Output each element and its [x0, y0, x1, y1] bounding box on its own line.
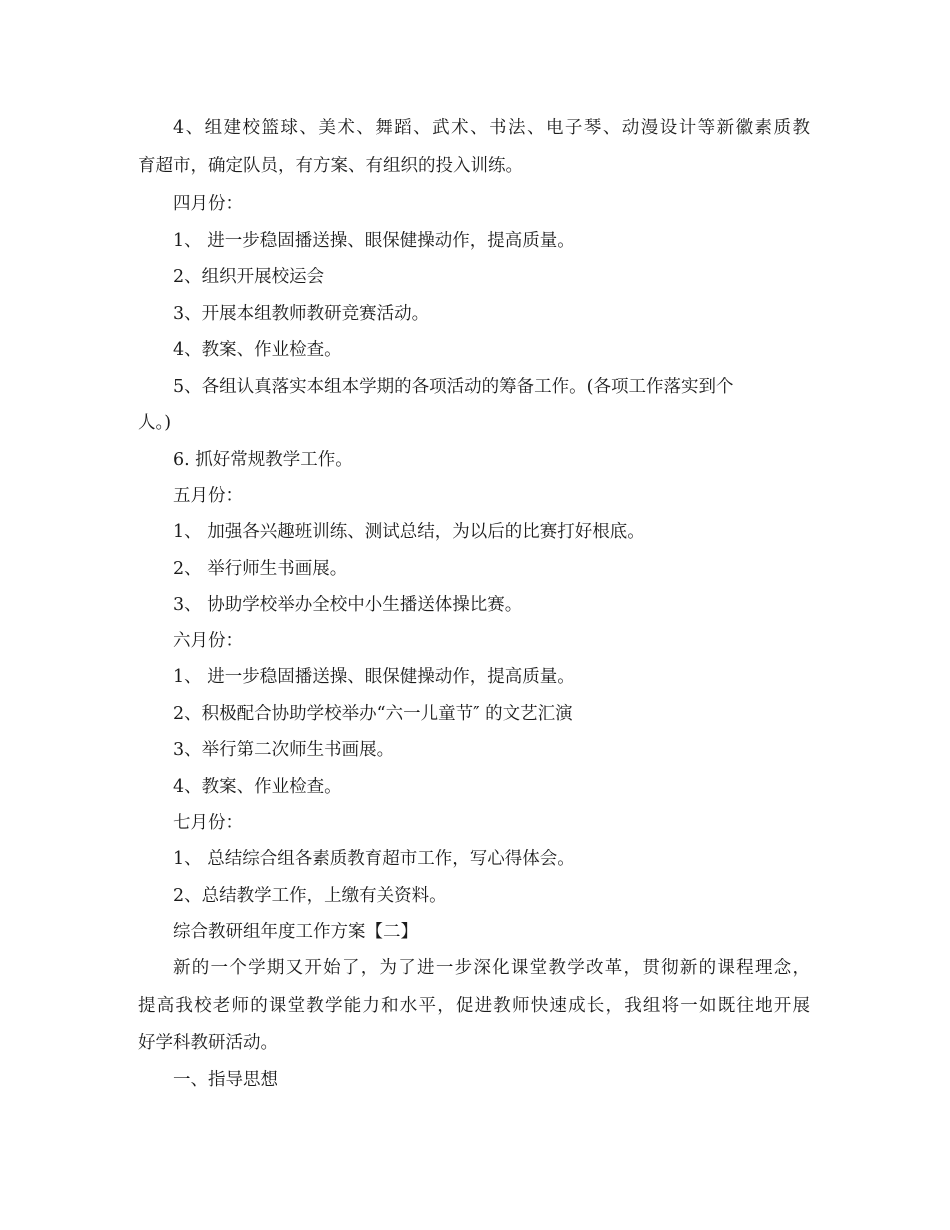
month-heading: 五月份：	[173, 486, 243, 506]
list-item: 2、积极配合协助学校举办“六一儿童节″ 的文艺汇演	[173, 704, 573, 724]
list-item: 6. 抓好常规教学工作。	[173, 450, 353, 470]
list-item: 1、 进一步稳固播送操、眼保健操动作，提高质量。	[173, 667, 575, 687]
list-item-continuation: 人。)	[138, 413, 172, 433]
month-heading: 四月份：	[173, 194, 243, 214]
list-item: 4、教案、作业检查。	[173, 340, 342, 360]
paragraph-line: 好学科教研活动。	[138, 1033, 278, 1053]
list-item: 2、 举行师生书画展。	[173, 559, 348, 579]
month-heading: 七月份：	[173, 813, 243, 833]
section-heading: 一、指导思想	[173, 1070, 278, 1090]
list-item: 1、 总结综合组各素质教育超市工作，写心得体会。	[173, 849, 575, 869]
paragraph-line: 新的一个学期又开始了，为了进一步深化课堂教学改革，贯彻新的课程理念，	[173, 958, 810, 978]
list-item: 2、组织开展校运会	[173, 267, 325, 287]
paragraph-line: 提高我校老师的课堂教学能力和水平，促进教师快速成长，我组将一如既往地开展	[138, 996, 810, 1016]
list-item: 5、各组认真落实本组本学期的各项活动的筹备工作。(各项工作落实到个	[173, 377, 734, 397]
list-item: 3、 协助学校举办全校中小生播送体操比赛。	[173, 595, 523, 615]
paragraph-line: 育超市，确定队员，有方案、有组织的投入训练。	[138, 156, 523, 176]
list-item: 4、教案、作业检查。	[173, 777, 342, 797]
list-item: 3、举行第二次师生书画展。	[173, 740, 395, 760]
list-item: 1、 加强各兴趣班训练、测试总结，为以后的比赛打好根底。	[173, 522, 645, 542]
list-item: 1、 进一步稳固播送操、眼保健操动作，提高质量。	[173, 231, 575, 251]
list-item: 3、开展本组教师教研竞赛活动。	[173, 304, 430, 324]
section-title: 综合教研组年度工作方案【二】	[173, 922, 418, 942]
list-item: 2、总结教学工作，上缴有关资料。	[173, 886, 447, 906]
month-heading: 六月份：	[173, 631, 243, 651]
paragraph-line: 4、组建校篮球、美术、舞蹈、武术、书法、电子琴、动漫设计等新徽素质教	[173, 118, 810, 138]
